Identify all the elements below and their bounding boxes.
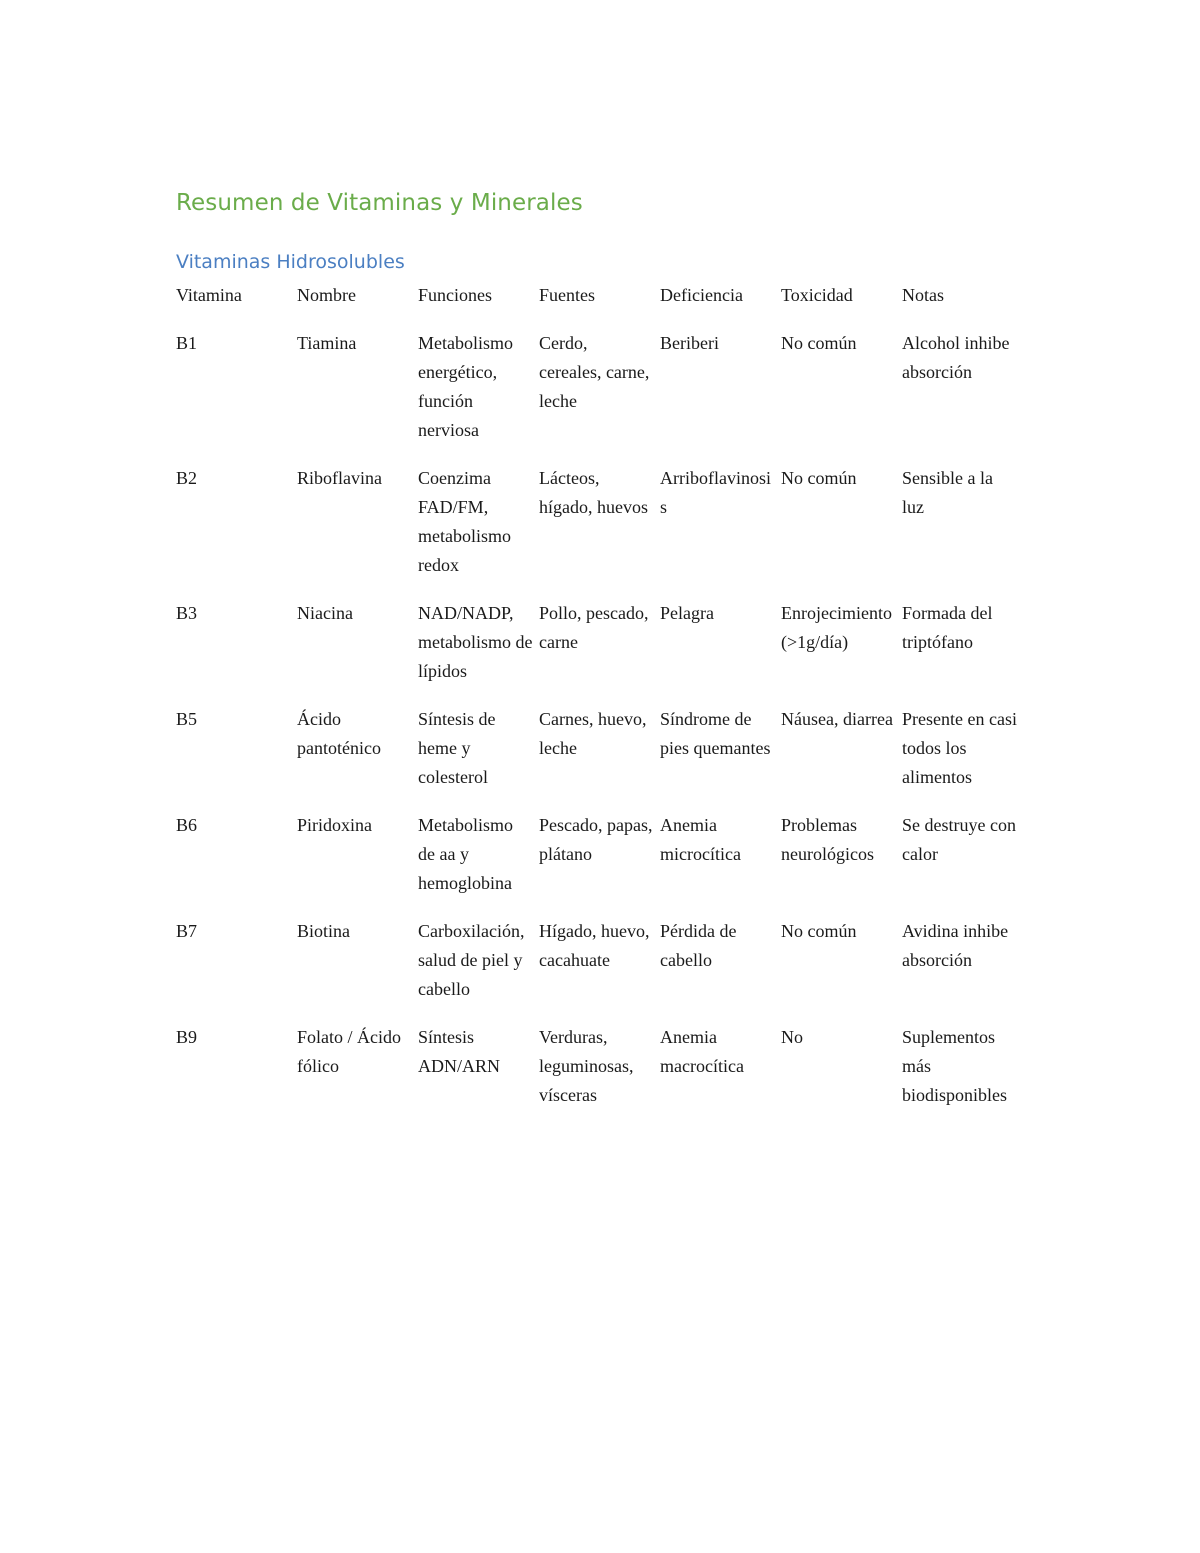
- cell-fuentes: Carnes, huevo, leche: [539, 709, 647, 758]
- cell-nombre: Ácido pantoténico: [297, 709, 381, 758]
- header-cell-deficiencia: Deficiencia: [660, 285, 743, 305]
- header-cell-fuentes: Fuentes: [539, 285, 595, 305]
- cell-fuentes: Lácteos, hígado, huevos: [539, 468, 648, 517]
- cell-fuentes: Verduras, leguminosas, vísceras: [539, 1027, 634, 1105]
- cell-deficiencia: Arriboflavinosis: [660, 468, 771, 517]
- vitamins-table: [176, 281, 1023, 1129]
- document-title: Resumen de Vitaminas y Minerales: [176, 190, 583, 216]
- table-row: [176, 811, 1023, 917]
- cell-vitamina: B7: [176, 921, 198, 941]
- cell-toxicidad: Problemas neurológicos: [781, 815, 874, 864]
- cell-toxicidad: Náusea, diarrea: [781, 709, 893, 729]
- cell-vitamina: B9: [176, 1027, 198, 1047]
- cell-notas: Formada del triptófano: [902, 603, 993, 652]
- cell-nombre: Niacina: [297, 603, 353, 623]
- cell-deficiencia: Síndrome de pies quemantes: [660, 709, 771, 758]
- cell-funciones: Metabolismo energético, función nerviosa: [418, 333, 513, 440]
- cell-funciones: Síntesis de heme y colesterol: [418, 709, 496, 787]
- cell-deficiencia: Pérdida de cabello: [660, 921, 737, 970]
- section-title: Vitaminas Hidrosolubles: [176, 251, 405, 273]
- cell-toxicidad: No común: [781, 921, 857, 941]
- header-cell-vitamina: Vitamina: [176, 285, 242, 305]
- cell-nombre: Tiamina: [297, 333, 357, 353]
- vitamins-table-body: [176, 281, 1023, 1129]
- cell-notas: Presente en casi todos los alimentos: [902, 709, 1017, 787]
- cell-vitamina: B6: [176, 815, 198, 835]
- cell-nombre: Piridoxina: [297, 815, 372, 835]
- cell-toxicidad: No común: [781, 468, 857, 488]
- cell-fuentes: Cerdo, cereales, carne, leche: [539, 333, 650, 411]
- table-row: [176, 917, 1023, 1023]
- cell-toxicidad: No: [781, 1027, 803, 1047]
- table-row: [176, 599, 1023, 705]
- cell-deficiencia: Pelagra: [660, 603, 714, 623]
- header-cell-funciones: Funciones: [418, 285, 492, 305]
- cell-notas: Sensible a la luz: [902, 468, 993, 517]
- cell-notas: Avidina inhibe absorción: [902, 921, 1009, 970]
- header-cell-nombre: Nombre: [297, 285, 356, 305]
- cell-deficiencia: Beriberi: [660, 333, 719, 353]
- cell-fuentes: Pollo, pescado, carne: [539, 603, 649, 652]
- cell-notas: Suplementos más biodisponibles: [902, 1027, 1008, 1105]
- cell-toxicidad: No común: [781, 333, 857, 353]
- cell-funciones: Coenzima FAD/FM, metabolismo redox: [418, 468, 511, 575]
- table-row: [176, 705, 1023, 811]
- cell-funciones: NAD/NADP, metabolismo de lípidos: [418, 603, 533, 681]
- cell-notas: Alcohol inhibe absorción: [902, 333, 1010, 382]
- cell-nombre: Riboflavina: [297, 468, 382, 488]
- cell-funciones: Síntesis ADN/ARN: [418, 1027, 501, 1076]
- cell-vitamina: B2: [176, 468, 198, 488]
- cell-notas: Se destruye con calor: [902, 815, 1016, 864]
- cell-funciones: Carboxilación, salud de piel y cabello: [418, 921, 525, 999]
- cell-vitamina: B3: [176, 603, 198, 623]
- cell-nombre: Folato / Ácido fólico: [297, 1027, 401, 1076]
- cell-funciones: Metabolismo de aa y hemoglobina: [418, 815, 513, 893]
- cell-deficiencia: Anemia microcítica: [660, 815, 741, 864]
- cell-deficiencia: Anemia macrocítica: [660, 1027, 744, 1076]
- cell-vitamina: B1: [176, 333, 198, 353]
- header-cell-notas: Notas: [902, 285, 944, 305]
- cell-fuentes: Hígado, huevo, cacahuate: [539, 921, 650, 970]
- table-row: [176, 464, 1023, 599]
- cell-toxicidad: Enrojecimiento (>1g/día): [781, 603, 892, 652]
- cell-nombre: Biotina: [297, 921, 350, 941]
- header-cell-toxicidad: Toxicidad: [781, 285, 853, 305]
- table-row: [176, 329, 1023, 464]
- table-header-row: [176, 281, 1023, 329]
- table-row: [176, 1023, 1023, 1129]
- cell-fuentes: Pescado, papas, plátano: [539, 815, 653, 864]
- cell-vitamina: B5: [176, 709, 198, 729]
